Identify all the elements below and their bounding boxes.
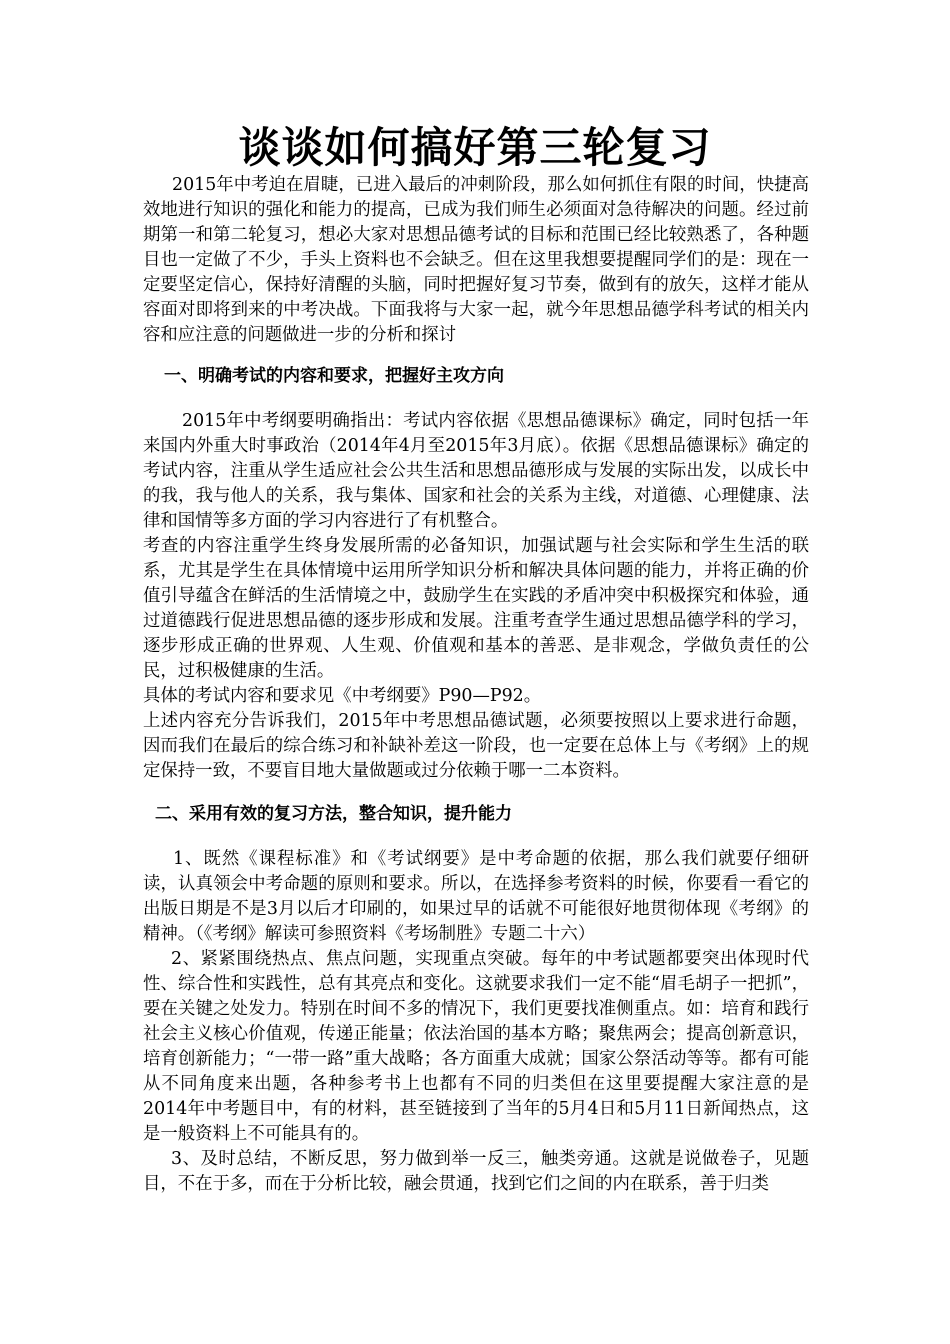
intro-paragraph: 2015年中考迫在眉睫，已进入最后的冲刺阶段，那么如何抓住有限的时间，快捷高效地进行知识的强化和能力的提高，已成为我们师生必须面对急待解决的问题。经过前期第一和第二轮复习，想必大家对思想品德考试的目标和范围已经比较熟悉了，各种题目也一定做了不少，手头上资料也不会缺乏。但在这里我想要提醒同学们的是：现在一定要坚定信心，保持好清醒的头脑，同时把握好复习节奏，做到有的放矢，这样才能从容面对即将到来的中考决战。下面我将与大家一起，就今年思想品德学科考试的相关内容和应注意的问题做进一步的分析和探讨	[143, 175, 809, 345]
section-1-paragraph-2: 考查的内容注重学生终身发展所需的必备知识，加强试题与社会实际和学生生活的联系，尤其是学生在具体情境中运用所学知识分析和解决具体问题的能力，并将正确的价值引导蕴含在鲜活的生活情境之中，鼓励学生在实践的矛盾冲突中积极探究和体验，通过道德践行促进思想品德的逐步形成和发展。注重考查学生通过思想品德学科的学习，逐步形成正确的世界观、人生观、价值观和基本的善恶、是非观念，学做负责任的公民，过积极健康的生活。	[143, 536, 809, 681]
section-2-paragraph-1: 1、既然《课程标准》和《考试纲要》是中考命题的依据，那么我们就要仔细研读，认真领会中考命题的原则和要求。所以，在选择参考资料的时候，你要看一看它的出版日期是不是3月以后才印刷的，如果过早的话就不可能很好地贯彻体现《考纲》的精神。（《考纲》解读可参照资料《考场制胜》专题二十六）	[143, 849, 809, 944]
section-1-paragraph-4: 上述内容充分告诉我们，2015年中考思想品德试题，必须要按照以上要求进行命题，因而我们在最后的综合练习和补缺补差这一阶段，也一定要在总体上与《考纲》上的规定保持一致，不要盲目地大量做题或过分依赖于哪一二本资料。	[143, 711, 809, 781]
section-1-paragraph-1: 2015年中考纲要明确指出：考试内容依据《思想品德课标》确定，同时包括一年来国内外重大时事政治（2014年4月至2015年3月底）。依据《思想品德课标》确定的考试内容，注重从学生适应社会公共生活和思想品德形成与发展的实际出发，以成长中的我，我与他人的关系，我与集体、国家和社会的关系为主线，对道德、心理健康、法律和国情等多方面的学习内容进行了有机整合。	[143, 411, 809, 531]
document-body	[143, 173, 809, 1197]
document-title: 谈谈如何搞好第三轮复习	[238, 123, 712, 172]
section-2-paragraph-2: 2、紧紧围绕热点、焦点问题，实现重点突破。每年的中考试题都要突出体现时代性、综合性和实践性，总有其亮点和变化。这就要求我们一定不能“眉毛胡子一把抓”，要在关键之处发力。特别在时间不多的情况下，我们更要找准侧重点。如：培育和践行社会主义核心价值观，传递正能量；依法治国的基本方略；聚焦两会；提高创新意识，培育创新能力；“一带一路”重大战略；各方面重大成就；国家公祭活动等等。都有可能从不同角度来出题，各种参考书上也都有不同的归类但在这里要提醒大家注意的是2014年中考题目中，有的材料，甚至链接到了当年的5月4日和5月11日新闻热点，这是一般资料上不可能具有的。	[143, 949, 809, 1144]
section-1-heading: 一、明确考试的内容和要求，把握好主攻方向	[164, 366, 504, 386]
section-2-paragraph-3: 3、及时总结，不断反思，努力做到举一反三，触类旁通。这就是说做卷子，见题目，不在于多，而在于分析比较，融会贯通，找到它们之间的内在联系，善于归类	[143, 1149, 809, 1194]
section-2-heading: 二、采用有效的复习方法，整合知识，提升能力	[155, 804, 512, 824]
section-1-paragraph-3: 具体的考试内容和要求见《中考纲要》P90—P92。	[143, 686, 542, 706]
